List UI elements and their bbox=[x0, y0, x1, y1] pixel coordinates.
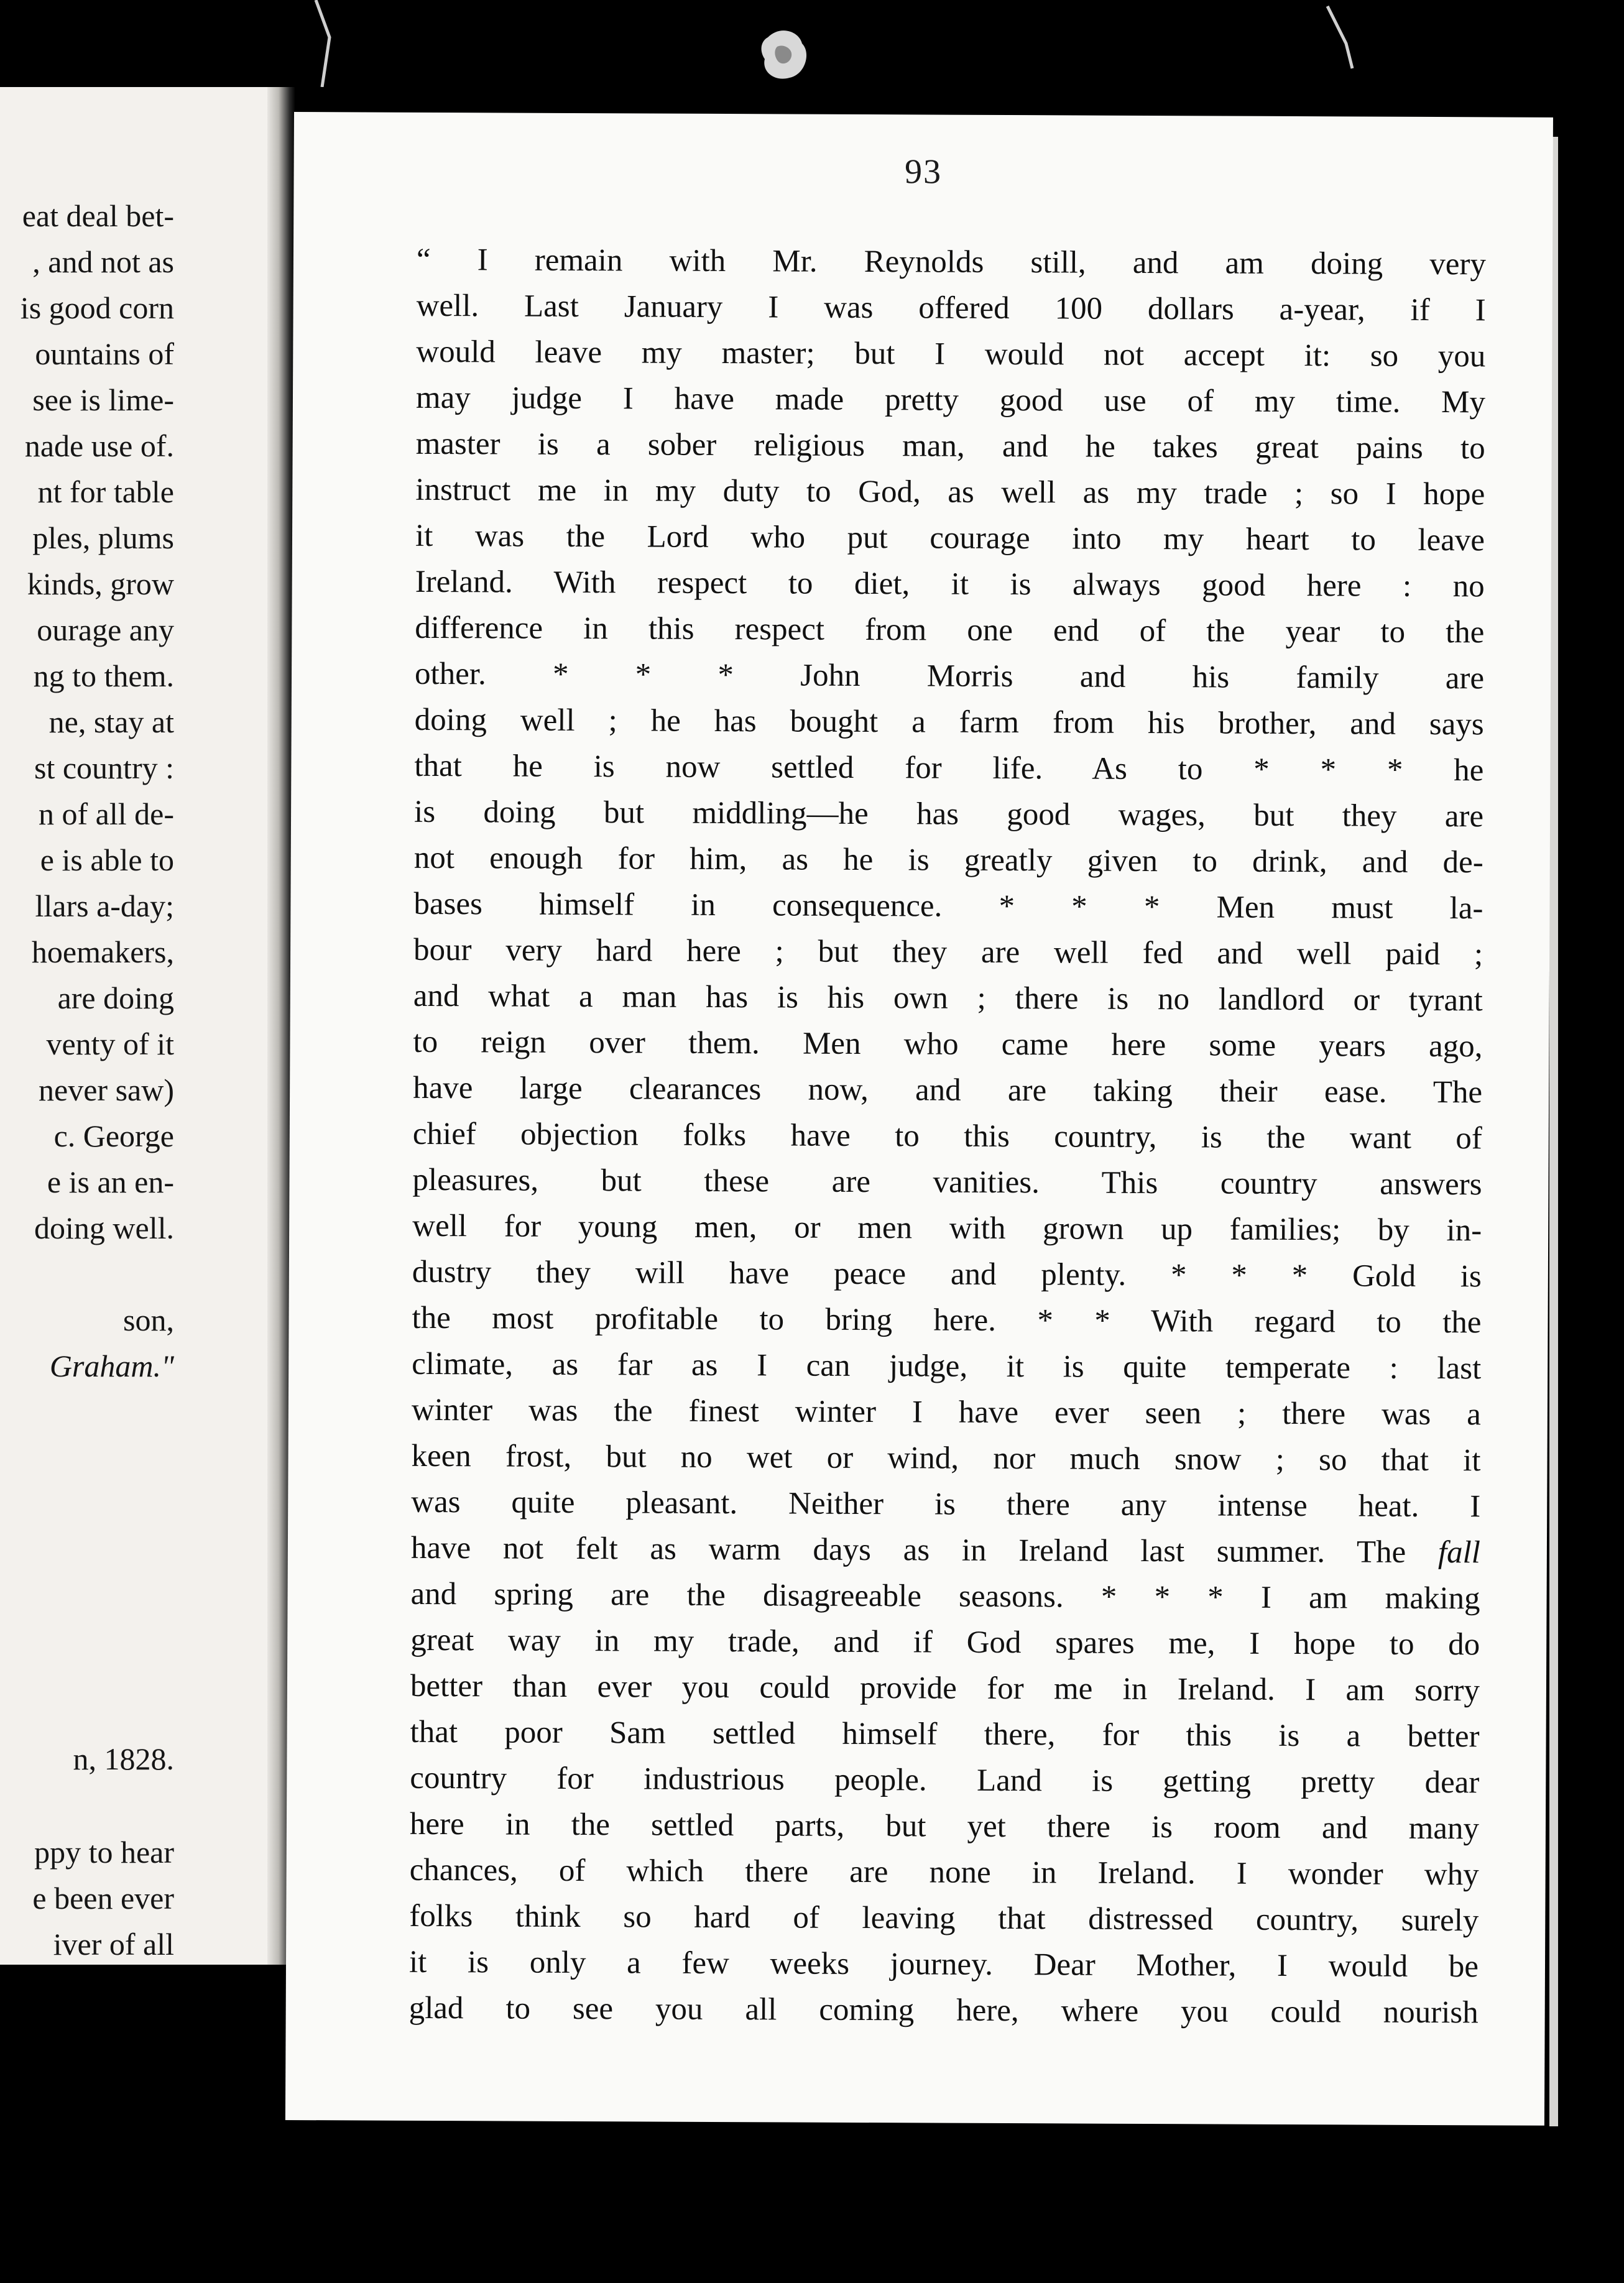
left-line: n, 1828. bbox=[73, 1741, 174, 1776]
left-line: llars a-day; bbox=[35, 888, 174, 923]
left-line: nt for table bbox=[37, 474, 174, 509]
left-line: st country : bbox=[34, 750, 174, 785]
text-line: and spring are the disagreeable seasons. * * * I am making bbox=[410, 1576, 1480, 1617]
left-line: son, bbox=[123, 1303, 174, 1337]
text-line: country for industrious people. Land is getting pretty dear bbox=[410, 1760, 1480, 1801]
text-line: other. * * * John Morris and his family are bbox=[414, 656, 1485, 696]
left-line: ourage any bbox=[37, 612, 174, 647]
text-line: was quite pleasant. Neither is there any intense heat. I bbox=[411, 1484, 1481, 1524]
left-line: ountains of bbox=[35, 336, 174, 371]
text-line-segment: have not felt as warm days as in Ireland last summer. The bbox=[410, 1530, 1406, 1570]
left-line: n of all de- bbox=[39, 796, 174, 831]
italic-word: fall bbox=[1437, 1535, 1481, 1570]
left-line: ne, stay at bbox=[48, 704, 174, 739]
left-page bbox=[0, 87, 270, 1965]
text-line: pleasures, but these are vanities. This country answers bbox=[412, 1162, 1482, 1202]
left-line: iver of all bbox=[53, 1927, 174, 1962]
text-line: that he is now settled for life. As to * * * he bbox=[414, 748, 1484, 788]
left-line: c. George bbox=[53, 1118, 174, 1153]
text-line: is doing but middling—he has good wages, but they are bbox=[413, 794, 1484, 834]
text-line: difference in this respect from one end of the year to the bbox=[415, 610, 1485, 650]
left-line: ppy to hear bbox=[34, 1835, 174, 1870]
text-line: that poor Sam settled himself there, for this is a better bbox=[410, 1714, 1480, 1755]
text-line: well for young men, or men with grown up families; by in- bbox=[412, 1208, 1482, 1248]
left-line: nade use of. bbox=[24, 428, 174, 463]
text-line: here in the settled parts, but yet there is room and many bbox=[409, 1806, 1480, 1847]
text-line: bases himself in consequence. * * * Men must la- bbox=[413, 886, 1483, 926]
left-line: never saw) bbox=[39, 1072, 174, 1107]
text-line: not enough for him, as he is greatly given to drink, and de- bbox=[413, 840, 1483, 880]
left-line: are doing bbox=[57, 980, 174, 1015]
right-page bbox=[285, 112, 1553, 2126]
text-line: Ireland. With respect to diet, it is always good here : no bbox=[415, 564, 1485, 604]
text-line: bour very hard here ; but they are well fed and well paid ; bbox=[413, 932, 1483, 972]
text-line: folks think so hard of leaving that distressed country, surely bbox=[409, 1898, 1479, 1939]
text-line: keen frost, but no wet or wind, nor much snow ; so that it bbox=[411, 1438, 1481, 1478]
left-line: e been ever bbox=[32, 1881, 174, 1916]
text-line: may judge I have made pretty good use of my time. My bbox=[415, 380, 1486, 420]
left-line: venty of it bbox=[46, 1026, 174, 1061]
left-line: e is able to bbox=[40, 842, 174, 877]
text-line: instruct me in my duty to God, as well as my trade ; so I hope bbox=[415, 472, 1485, 512]
left-line: is good corn bbox=[20, 290, 174, 325]
corner-mark-right-icon bbox=[1324, 0, 1362, 87]
text-line: “ I remain with Mr. Reynolds still, and am doing very bbox=[416, 242, 1487, 282]
left-line: eat deal bet- bbox=[22, 198, 174, 233]
left-line: Graham." bbox=[49, 1349, 174, 1383]
text-line: to reign over them. Men who came here some years ago, bbox=[413, 1024, 1483, 1064]
text-line: it is only a few weeks journey. Dear Mother, I would be bbox=[408, 1944, 1479, 1985]
ornament-icon bbox=[755, 25, 814, 84]
text-line: doing well ; he has bought a farm from his brother, and says bbox=[414, 702, 1484, 742]
text-line: the most profitable to bring here. * * With regard to the bbox=[412, 1300, 1482, 1340]
left-line: see is lime- bbox=[32, 382, 174, 417]
text-line: it was the Lord who put courage into my heart to leave bbox=[415, 518, 1485, 558]
left-line: ples, plums bbox=[32, 520, 174, 555]
text-line: and what a man has is his own ; there is no landlord or tyrant bbox=[413, 978, 1483, 1018]
text-line: would leave my master; but I would not accept it: so you bbox=[416, 334, 1486, 374]
left-line: doing well. bbox=[34, 1211, 174, 1245]
corner-mark-left-icon bbox=[311, 0, 348, 87]
page-number: 93 bbox=[904, 152, 943, 191]
text-line: great way in my trade, and if God spares me, I hope to do bbox=[410, 1622, 1480, 1663]
left-line: , and not as bbox=[32, 244, 174, 279]
left-line: e is an en- bbox=[47, 1165, 174, 1199]
text-line: chances, of which there are none in Ireland. I wonder why bbox=[409, 1852, 1479, 1893]
text-line-with-italic bbox=[411, 1525, 1480, 1576]
text-line: winter was the finest winter I have ever seen ; there was a bbox=[411, 1392, 1481, 1432]
left-line: kinds, grow bbox=[27, 566, 174, 601]
text-line: master is a sober religious man, and he takes great pains to bbox=[415, 426, 1485, 466]
text-line: dustry they will have peace and plenty. * * * Gold is bbox=[412, 1254, 1482, 1294]
text-line: glad to see you all coming here, where you could nourish bbox=[408, 1990, 1479, 2031]
text-line: have large clearances now, and are taking their ease. The bbox=[413, 1070, 1483, 1110]
text-line: chief objection folks have to this country, is the want of bbox=[412, 1116, 1482, 1156]
text-line: climate, as far as I can judge, it is quite temperate : last bbox=[412, 1346, 1482, 1386]
left-line: ng to them. bbox=[33, 658, 174, 693]
page-body-text bbox=[409, 237, 1487, 2036]
left-line: hoemakers, bbox=[31, 934, 174, 969]
text-line: well. Last January I was offered 100 dollars a-year, if I bbox=[416, 288, 1486, 328]
text-line: better than ever you could provide for me in Ireland. I am sorry bbox=[410, 1668, 1480, 1709]
